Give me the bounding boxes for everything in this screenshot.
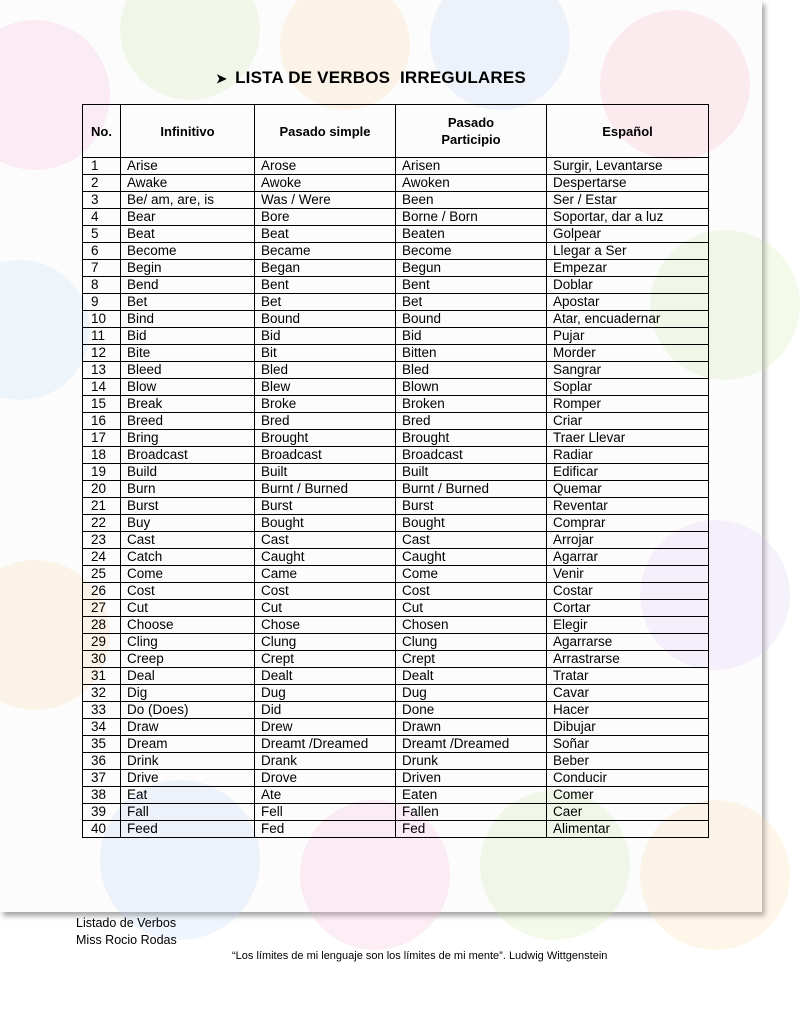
past-participle-cell: Borne / Born: [396, 209, 547, 226]
row-number: 36: [83, 753, 121, 770]
infinitive-cell: Begin: [121, 260, 255, 277]
table-row: [83, 243, 709, 260]
row-number: 22: [83, 515, 121, 532]
row-number: 20: [83, 481, 121, 498]
row-number: 6: [83, 243, 121, 260]
spanish-cell: Pujar: [547, 328, 709, 345]
infinitive-cell: Creep: [121, 651, 255, 668]
footer-quote: “Los límites de mi lenguaje son los límites de mi mente”. Ludwig Wittgenstein: [232, 950, 608, 962]
row-number: 19: [83, 464, 121, 481]
past-simple-cell: Did: [255, 702, 396, 719]
past-simple-cell: Bled: [255, 362, 396, 379]
spanish-cell: Elegir: [547, 617, 709, 634]
past-simple-cell: Blew: [255, 379, 396, 396]
table-row: [83, 328, 709, 345]
past-simple-cell: Bred: [255, 413, 396, 430]
infinitive-cell: Eat: [121, 787, 255, 804]
past-participle-cell: Driven: [396, 770, 547, 787]
document-title-text: LISTA DE VERBOS IRREGULARES: [235, 68, 526, 87]
spanish-cell: Alimentar: [547, 821, 709, 838]
spanish-cell: Tratar: [547, 668, 709, 685]
past-participle-cell: Bet: [396, 294, 547, 311]
infinitive-cell: Do (Does): [121, 702, 255, 719]
background-dot: [430, 0, 570, 110]
spanish-cell: Golpear: [547, 226, 709, 243]
row-number: 1: [83, 158, 121, 175]
infinitive-cell: Arise: [121, 158, 255, 175]
past-simple-cell: Drew: [255, 719, 396, 736]
table-row: [83, 719, 709, 736]
row-number: 38: [83, 787, 121, 804]
infinitive-cell: Cast: [121, 532, 255, 549]
spanish-cell: Venir: [547, 566, 709, 583]
table-row: [83, 226, 709, 243]
row-number: 24: [83, 549, 121, 566]
spanish-cell: Llegar a Ser: [547, 243, 709, 260]
past-simple-cell: Brought: [255, 430, 396, 447]
spanish-cell: Doblar: [547, 277, 709, 294]
spanish-cell: Cortar: [547, 600, 709, 617]
past-simple-cell: Dreamt /Dreamed: [255, 736, 396, 753]
infinitive-cell: Bring: [121, 430, 255, 447]
footer-teacher-name: Miss Rocio Rodas: [76, 933, 177, 947]
infinitive-cell: Come: [121, 566, 255, 583]
past-participle-cell: Dealt: [396, 668, 547, 685]
past-simple-cell: Bit: [255, 345, 396, 362]
infinitive-cell: Beat: [121, 226, 255, 243]
infinitive-cell: Become: [121, 243, 255, 260]
infinitive-cell: Blow: [121, 379, 255, 396]
past-participle-cell: Become: [396, 243, 547, 260]
row-number: 15: [83, 396, 121, 413]
row-number: 23: [83, 532, 121, 549]
table-row: [83, 413, 709, 430]
row-number: 35: [83, 736, 121, 753]
spanish-cell: Comprar: [547, 515, 709, 532]
infinitive-cell: Dig: [121, 685, 255, 702]
spanish-cell: Arrojar: [547, 532, 709, 549]
row-number: 18: [83, 447, 121, 464]
infinitive-cell: Bend: [121, 277, 255, 294]
past-simple-cell: Bid: [255, 328, 396, 345]
past-participle-cell: Beaten: [396, 226, 547, 243]
past-participle-cell: Arisen: [396, 158, 547, 175]
infinitive-cell: Break: [121, 396, 255, 413]
infinitive-cell: Deal: [121, 668, 255, 685]
infinitive-cell: Fall: [121, 804, 255, 821]
spanish-cell: Cavar: [547, 685, 709, 702]
past-participle-cell: Drawn: [396, 719, 547, 736]
past-participle-cell: Drunk: [396, 753, 547, 770]
past-participle-cell: Begun: [396, 260, 547, 277]
spanish-cell: Comer: [547, 787, 709, 804]
table-row: [83, 532, 709, 549]
arrowhead-bullet-icon: ➤: [216, 71, 228, 86]
row-number: 2: [83, 175, 121, 192]
infinitive-cell: Cost: [121, 583, 255, 600]
past-participle-cell: Crept: [396, 651, 547, 668]
table-row: [83, 668, 709, 685]
past-simple-cell: Burst: [255, 498, 396, 515]
header-past-participle-line1: Pasado: [447, 115, 495, 130]
spanish-cell: Soportar, dar a luz: [547, 209, 709, 226]
past-simple-cell: Became: [255, 243, 396, 260]
header-no: No.: [83, 105, 121, 158]
infinitive-cell: Cut: [121, 600, 255, 617]
spanish-cell: Romper: [547, 396, 709, 413]
table-row: [83, 787, 709, 804]
spanish-cell: Agarrar: [547, 549, 709, 566]
infinitive-cell: Buy: [121, 515, 255, 532]
background-dot: [0, 260, 90, 400]
background-dot: [280, 0, 410, 110]
row-number: 34: [83, 719, 121, 736]
table-row: [83, 583, 709, 600]
row-number: 5: [83, 226, 121, 243]
row-number: 31: [83, 668, 121, 685]
row-number: 10: [83, 311, 121, 328]
spanish-cell: Radiar: [547, 447, 709, 464]
past-simple-cell: Arose: [255, 158, 396, 175]
table-row: [83, 260, 709, 277]
past-simple-cell: Cut: [255, 600, 396, 617]
row-number: 32: [83, 685, 121, 702]
row-number: 12: [83, 345, 121, 362]
table-row: [83, 821, 709, 838]
header-spanish: Español: [547, 105, 709, 158]
past-simple-cell: Dug: [255, 685, 396, 702]
spanish-cell: Traer Llevar: [547, 430, 709, 447]
table-row: [83, 549, 709, 566]
infinitive-cell: Bet: [121, 294, 255, 311]
row-number: 4: [83, 209, 121, 226]
infinitive-cell: Bear: [121, 209, 255, 226]
past-participle-cell: Cut: [396, 600, 547, 617]
spanish-cell: Quemar: [547, 481, 709, 498]
table-row: [83, 379, 709, 396]
past-participle-cell: Bled: [396, 362, 547, 379]
row-number: 21: [83, 498, 121, 515]
table-row: [83, 617, 709, 634]
past-participle-cell: Come: [396, 566, 547, 583]
row-number: 25: [83, 566, 121, 583]
row-number: 13: [83, 362, 121, 379]
past-simple-cell: Awoke: [255, 175, 396, 192]
table-row: [83, 464, 709, 481]
past-participle-cell: Cast: [396, 532, 547, 549]
past-participle-cell: Eaten: [396, 787, 547, 804]
infinitive-cell: Bleed: [121, 362, 255, 379]
past-participle-cell: Broken: [396, 396, 547, 413]
infinitive-cell: Choose: [121, 617, 255, 634]
table-row: [83, 498, 709, 515]
past-simple-cell: Broadcast: [255, 447, 396, 464]
past-participle-cell: Caught: [396, 549, 547, 566]
past-simple-cell: Beat: [255, 226, 396, 243]
row-number: 28: [83, 617, 121, 634]
infinitive-cell: Broadcast: [121, 447, 255, 464]
infinitive-cell: Cling: [121, 634, 255, 651]
header-infinitive: Infinitivo: [121, 105, 255, 158]
infinitive-cell: Catch: [121, 549, 255, 566]
header-past-simple: Pasado simple: [255, 105, 396, 158]
spanish-cell: Soñar: [547, 736, 709, 753]
spanish-cell: Ser / Estar: [547, 192, 709, 209]
row-number: 7: [83, 260, 121, 277]
past-simple-cell: Caught: [255, 549, 396, 566]
past-participle-cell: Bid: [396, 328, 547, 345]
table-row: [83, 651, 709, 668]
past-simple-cell: Bet: [255, 294, 396, 311]
past-participle-cell: Bought: [396, 515, 547, 532]
row-number: 8: [83, 277, 121, 294]
infinitive-cell: Build: [121, 464, 255, 481]
past-simple-cell: Clung: [255, 634, 396, 651]
spanish-cell: Apostar: [547, 294, 709, 311]
row-number: 26: [83, 583, 121, 600]
spanish-cell: Morder: [547, 345, 709, 362]
infinitive-cell: Breed: [121, 413, 255, 430]
spanish-cell: Despertarse: [547, 175, 709, 192]
past-simple-cell: Bought: [255, 515, 396, 532]
infinitive-cell: Drive: [121, 770, 255, 787]
past-simple-cell: Cost: [255, 583, 396, 600]
table-row: [83, 294, 709, 311]
row-number: 17: [83, 430, 121, 447]
irregular-verbs-table: [82, 104, 709, 838]
spanish-cell: Agarrarse: [547, 634, 709, 651]
past-simple-cell: Began: [255, 260, 396, 277]
table-row: [83, 481, 709, 498]
header-past-participle: [396, 105, 547, 158]
row-number: 27: [83, 600, 121, 617]
row-number: 9: [83, 294, 121, 311]
row-number: 39: [83, 804, 121, 821]
spanish-cell: Dibujar: [547, 719, 709, 736]
table-row: [83, 447, 709, 464]
spanish-cell: Beber: [547, 753, 709, 770]
past-simple-cell: Bore: [255, 209, 396, 226]
past-participle-cell: Brought: [396, 430, 547, 447]
past-participle-cell: Awoken: [396, 175, 547, 192]
spanish-cell: Costar: [547, 583, 709, 600]
past-simple-cell: Cast: [255, 532, 396, 549]
spanish-cell: Hacer: [547, 702, 709, 719]
infinitive-cell: Dream: [121, 736, 255, 753]
past-participle-cell: Bent: [396, 277, 547, 294]
table-row: [83, 277, 709, 294]
past-participle-cell: Burst: [396, 498, 547, 515]
spanish-cell: Reventar: [547, 498, 709, 515]
table-row: [83, 209, 709, 226]
past-participle-cell: Broadcast: [396, 447, 547, 464]
spanish-cell: Surgir, Levantarse: [547, 158, 709, 175]
table-row: [83, 736, 709, 753]
table-row: [83, 175, 709, 192]
past-participle-cell: Dug: [396, 685, 547, 702]
row-number: 30: [83, 651, 121, 668]
past-participle-cell: Bound: [396, 311, 547, 328]
past-participle-cell: Fallen: [396, 804, 547, 821]
table-row: [83, 804, 709, 821]
past-simple-cell: Burnt / Burned: [255, 481, 396, 498]
row-number: 33: [83, 702, 121, 719]
table-row: [83, 192, 709, 209]
table-header-row: [83, 105, 709, 158]
past-simple-cell: Bound: [255, 311, 396, 328]
past-simple-cell: Fell: [255, 804, 396, 821]
past-simple-cell: Built: [255, 464, 396, 481]
spanish-cell: Soplar: [547, 379, 709, 396]
table-row: [83, 396, 709, 413]
past-participle-cell: Bitten: [396, 345, 547, 362]
spanish-cell: Atar, encuadernar: [547, 311, 709, 328]
past-simple-cell: Was / Were: [255, 192, 396, 209]
past-participle-cell: Fed: [396, 821, 547, 838]
spanish-cell: Conducir: [547, 770, 709, 787]
past-participle-cell: Clung: [396, 634, 547, 651]
table-row: [83, 634, 709, 651]
row-number: 40: [83, 821, 121, 838]
table-row: [83, 515, 709, 532]
infinitive-cell: Draw: [121, 719, 255, 736]
past-participle-cell: Blown: [396, 379, 547, 396]
past-participle-cell: Built: [396, 464, 547, 481]
past-participle-cell: Chosen: [396, 617, 547, 634]
past-simple-cell: Crept: [255, 651, 396, 668]
row-number: 14: [83, 379, 121, 396]
past-participle-cell: Cost: [396, 583, 547, 600]
past-simple-cell: Drove: [255, 770, 396, 787]
row-number: 16: [83, 413, 121, 430]
table-row: [83, 770, 709, 787]
past-simple-cell: Bent: [255, 277, 396, 294]
infinitive-cell: Feed: [121, 821, 255, 838]
past-simple-cell: Chose: [255, 617, 396, 634]
infinitive-cell: Awake: [121, 175, 255, 192]
past-simple-cell: Broke: [255, 396, 396, 413]
row-number: 3: [83, 192, 121, 209]
table-row: [83, 702, 709, 719]
spanish-cell: Criar: [547, 413, 709, 430]
header-past-participle-line2: Participio: [441, 132, 501, 147]
footer-list-name: Listado de Verbos: [76, 916, 177, 930]
past-participle-cell: Dreamt /Dreamed: [396, 736, 547, 753]
past-participle-cell: Done: [396, 702, 547, 719]
infinitive-cell: Bite: [121, 345, 255, 362]
document-title: [216, 68, 526, 88]
infinitive-cell: Burst: [121, 498, 255, 515]
past-simple-cell: Ate: [255, 787, 396, 804]
row-number: 11: [83, 328, 121, 345]
infinitive-cell: Be/ am, are, is: [121, 192, 255, 209]
spanish-cell: Caer: [547, 804, 709, 821]
past-participle-cell: Been: [396, 192, 547, 209]
table-row: [83, 685, 709, 702]
table-row: [83, 311, 709, 328]
table-row: [83, 158, 709, 175]
row-number: 37: [83, 770, 121, 787]
infinitive-cell: Burn: [121, 481, 255, 498]
table-row: [83, 345, 709, 362]
row-number: 29: [83, 634, 121, 651]
table-row: [83, 600, 709, 617]
infinitive-cell: Drink: [121, 753, 255, 770]
table-row: [83, 566, 709, 583]
past-simple-cell: Fed: [255, 821, 396, 838]
spanish-cell: Empezar: [547, 260, 709, 277]
spanish-cell: Edificar: [547, 464, 709, 481]
past-simple-cell: Came: [255, 566, 396, 583]
past-participle-cell: Burnt / Burned: [396, 481, 547, 498]
past-simple-cell: Drank: [255, 753, 396, 770]
spanish-cell: Sangrar: [547, 362, 709, 379]
infinitive-cell: Bid: [121, 328, 255, 345]
past-participle-cell: Bred: [396, 413, 547, 430]
table-row: [83, 753, 709, 770]
table-row: [83, 362, 709, 379]
infinitive-cell: Bind: [121, 311, 255, 328]
table-row: [83, 430, 709, 447]
past-simple-cell: Dealt: [255, 668, 396, 685]
spanish-cell: Arrastrarse: [547, 651, 709, 668]
